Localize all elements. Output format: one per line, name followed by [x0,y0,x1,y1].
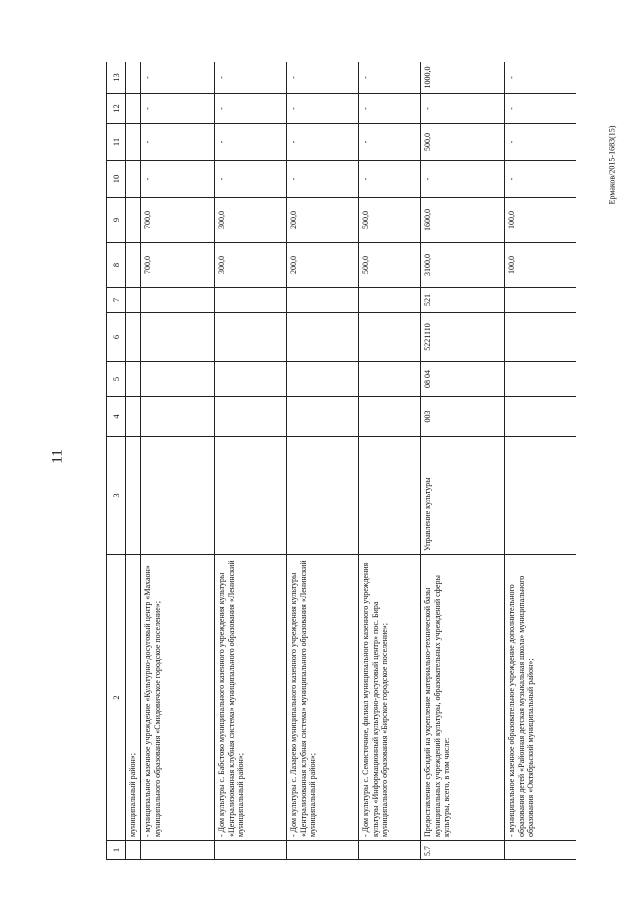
table-cell: - [286,62,358,94]
table-cell: - [214,124,286,161]
table-cell [140,841,214,860]
document-code [602,70,622,260]
table-cell: - [286,94,358,124]
col-num: 6 [107,313,126,362]
table-cell: - Дом культуры с. Бабстово муниципального казенного учреждения культуры «Централизованная клубная система» муниципального образования «Ленинский муниципальный район»; [214,555,286,841]
table-cell: - [504,94,576,124]
table-cell: 100,0 [504,198,576,243]
table-cell: - [286,124,358,161]
table-cell [140,437,214,555]
col-num: 2 [107,555,126,841]
table-cell: 500,0 [420,124,504,161]
table-cell [126,94,141,124]
table-cell [126,124,141,161]
table-cell: - [358,94,420,124]
table-cell: 100,0 [504,243,576,288]
table-cell: - [286,161,358,198]
table-cell: - Дом культуры с. Лазарево муниципального казенного учреждения культуры «Централизованная клубная система» муниципального образования «Ленинский муниципальный район»; [286,555,358,841]
table-cell [214,841,286,860]
table-row [504,62,576,860]
table-row [358,62,420,860]
table-row [420,62,504,860]
table-cell [140,362,214,397]
table-cell [286,362,358,397]
table-cell [286,313,358,362]
table-cell: - [504,62,576,94]
table-cell [358,437,420,555]
table-cell: 200,0 [286,198,358,243]
table-cell: 500,0 [358,198,420,243]
col-num: 13 [107,62,126,94]
table-cell [126,313,141,362]
table-cell: 5.7 [420,841,504,860]
table-cell [286,841,358,860]
table-cell: - [504,124,576,161]
table-cell: - [140,124,214,161]
table-cell [286,437,358,555]
page-number: 11 [49,449,66,464]
table-cell: - [358,62,420,94]
table-cell [126,288,141,313]
table-cell [504,841,576,860]
table-cell [504,313,576,362]
col-num: 12 [107,94,126,124]
table-cell [214,437,286,555]
table-cell: - [420,94,504,124]
table-cell [358,313,420,362]
table-cell: - [140,94,214,124]
table-cell: - [358,161,420,198]
table-cell: - [214,94,286,124]
table-cell: - [140,161,214,198]
table-cell [126,161,141,198]
document-code-text: Ермаков/2015-1683(15) [607,125,617,205]
table-cell [504,288,576,313]
table-cell: 1000,0 [420,62,504,94]
table-cell: Управление культуры [420,437,504,555]
table-cell [358,397,420,437]
table-cell: - [140,62,214,94]
table-row [286,62,358,860]
table-cell [140,288,214,313]
table-cell [358,288,420,313]
table-cell [358,362,420,397]
table-row [214,62,286,860]
col-num: 10 [107,161,126,198]
table-cell [126,62,141,94]
table-area [106,62,576,860]
table-cell [126,243,141,288]
table-cell: - муниципальное казенное образовательное учреждение дополнительного образования детей «Районная детская музыкальная школа» муниципального образования «Октябрьский муниципальный район»; [504,555,576,841]
table-row [126,62,141,860]
table-cell: - Дом культуры с. Семисточное, филиал муниципального казенного учреждения культуры «Информационный культурно-досуговый центр» пос. Бира муниципального образования «Бирское городское поселение»; [358,555,420,841]
table-cell [126,198,141,243]
table-cell: 521 [420,288,504,313]
table-cell [126,437,141,555]
col-num: 11 [107,124,126,161]
table-cell: - [504,161,576,198]
table-cell: 08 04 [420,362,504,397]
table-cell [214,397,286,437]
table-cell [504,362,576,397]
col-num: 3 [107,437,126,555]
table-cell: 700,0 [140,198,214,243]
table-cell [140,313,214,362]
table-cell [504,397,576,437]
table-cell: 3100,0 [420,243,504,288]
table-cell: 500,0 [358,243,420,288]
table-cell: 200,0 [286,243,358,288]
table-cell: - муниципальное казенное учреждение «Культурно-досуговый центр «Махаон» муниципального образования «Смидовичское городское поселение»; [140,555,214,841]
table-cell: 1600,0 [420,198,504,243]
table-cell [126,362,141,397]
table-cell: муниципальный район»; [126,555,141,841]
table-cell [126,841,141,860]
rotated-table [106,62,576,860]
table-cell: - [214,161,286,198]
col-num: 8 [107,243,126,288]
table-cell: 5221110 [420,313,504,362]
table-cell [286,288,358,313]
table-cell [214,362,286,397]
table-cell: - [358,124,420,161]
table-cell: - [214,62,286,94]
column-number-row [107,62,126,860]
table-cell: 003 [420,397,504,437]
table-row [140,62,214,860]
table-cell [214,313,286,362]
col-num: 9 [107,198,126,243]
table-cell: 300,0 [214,243,286,288]
table-cell: Предоставление субсидий на укрепление материально-технической базы муниципальных учреждений культуры, образовательных учреждений сферы культуры, всего, в том числе: [420,555,504,841]
table-cell: 300,0 [214,198,286,243]
col-num: 1 [107,841,126,860]
table-cell [286,397,358,437]
table-cell: - [420,161,504,198]
col-num: 7 [107,288,126,313]
budget-table [106,62,576,860]
table-cell [126,397,141,437]
table-cell [140,397,214,437]
table-cell [358,841,420,860]
col-num: 4 [107,397,126,437]
col-num: 5 [107,362,126,397]
table-cell [504,437,576,555]
table-cell [214,288,286,313]
table-cell: 700,0 [140,243,214,288]
